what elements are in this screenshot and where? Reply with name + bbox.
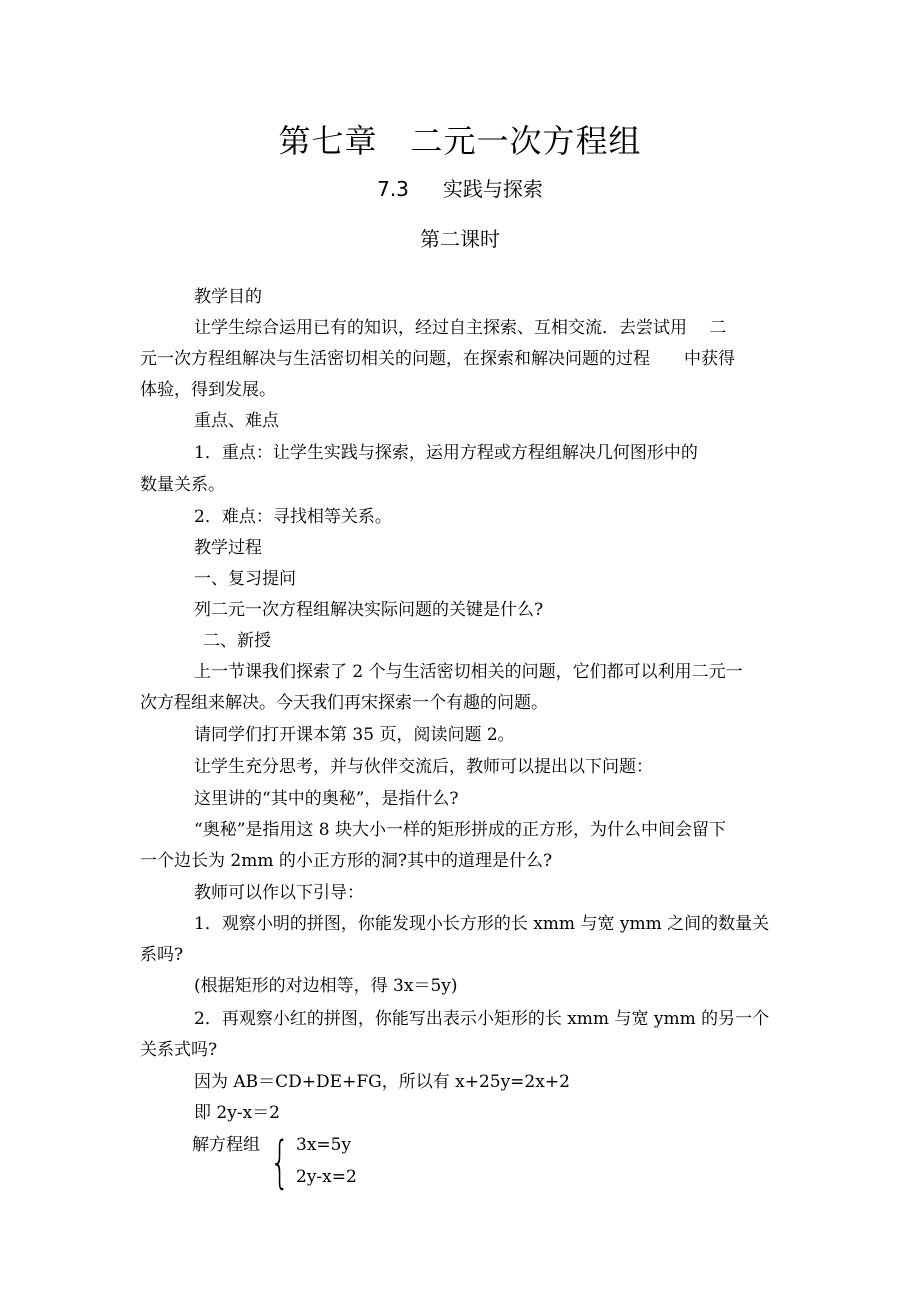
paragraph-line: 一个边长为 2mm 的小正方形的洞?其中的道理是什么? — [140, 851, 553, 871]
paragraph-line: 上一节课我们探索了 2 个与生活密切相关的问题，它们都可以利用二元一 — [194, 662, 743, 682]
paragraph-line: 这里讲的“其中的奥秘”，是指什么? — [194, 789, 459, 809]
paragraph-line: 体验，得到发展。 — [140, 380, 276, 400]
paragraph-line: 系吗? — [140, 945, 184, 965]
paragraph-line: 让学生综合运用已有的知识，经过自主探索、互相交流．去尝试用 二 — [194, 318, 727, 338]
paragraph-line: 让学生充分思考，并与伙伴交流后，教师可以提出以下问题： — [194, 757, 653, 777]
lesson-title: 第二课时 — [420, 227, 500, 251]
heading-key-points: 重点、难点 — [194, 411, 279, 431]
equation-line: 即 2y-x＝2 — [194, 1103, 280, 1123]
system-equation-2: 2y-x=2 — [296, 1167, 357, 1187]
paragraph-line: “奥秘”是指用这 8 块大小一样的矩形拼成的正方形，为什么中间会留下 — [194, 820, 727, 840]
heading-new-lesson: 二、新授 — [203, 631, 271, 651]
heading-teaching-goal: 教学目的 — [194, 287, 262, 307]
paragraph-line: 列二元一次方程组解决实际问题的关键是什么? — [194, 600, 544, 620]
equation-line: 因为 AB＝CD+DE+FG，所以有 x+25y=2x+2 — [194, 1072, 570, 1092]
paragraph-line: (根据矩形的对边相等，得 3x＝5y) — [194, 976, 458, 996]
heading-teaching-process: 教学过程 — [194, 538, 262, 558]
section-title: 实践与探索 — [442, 177, 543, 201]
chapter-title: 第七章 二元一次方程组 — [278, 122, 642, 160]
paragraph-line: 2．再观察小红的拼图，你能写出表示小矩形的长 xmm 与宽 ymm 的另一个 — [194, 1009, 770, 1029]
paragraph-line: 请同学们打开课本第 35 页，阅读问题 2。 — [194, 725, 515, 745]
paragraph-line: 2．难点：寻找相等关系。 — [194, 507, 392, 527]
section-number: 7.3 — [377, 177, 409, 201]
system-equation-1: 3x=5y — [296, 1135, 352, 1155]
heading-review: 一、复习提问 — [194, 569, 296, 589]
system-label: 解方程组 — [192, 1135, 260, 1155]
paragraph-line: 教师可以作以下引导： — [194, 883, 364, 903]
paragraph-line: 1．重点：让学生实践与探索，运用方程或方程组解决几何图形中的 — [194, 443, 698, 463]
paragraph-line: 元一次方程组解决与生活密切相关的问题，在探索和解决问题的过程 中获得 — [140, 349, 735, 369]
section-heading — [0, 173, 920, 202]
paragraph-line: 数量关系。 — [140, 475, 225, 495]
system-brace: { — [270, 1130, 290, 1195]
paragraph-line: 关系式吗? — [140, 1040, 218, 1060]
paragraph-line: 1．观察小明的拼图，你能发现小长方形的长 xmm 与宽 ymm 之间的数量关 — [194, 914, 770, 934]
paragraph-line: 次方程组来解决。今天我们再宋探索一个有趣的问题。 — [140, 693, 548, 713]
